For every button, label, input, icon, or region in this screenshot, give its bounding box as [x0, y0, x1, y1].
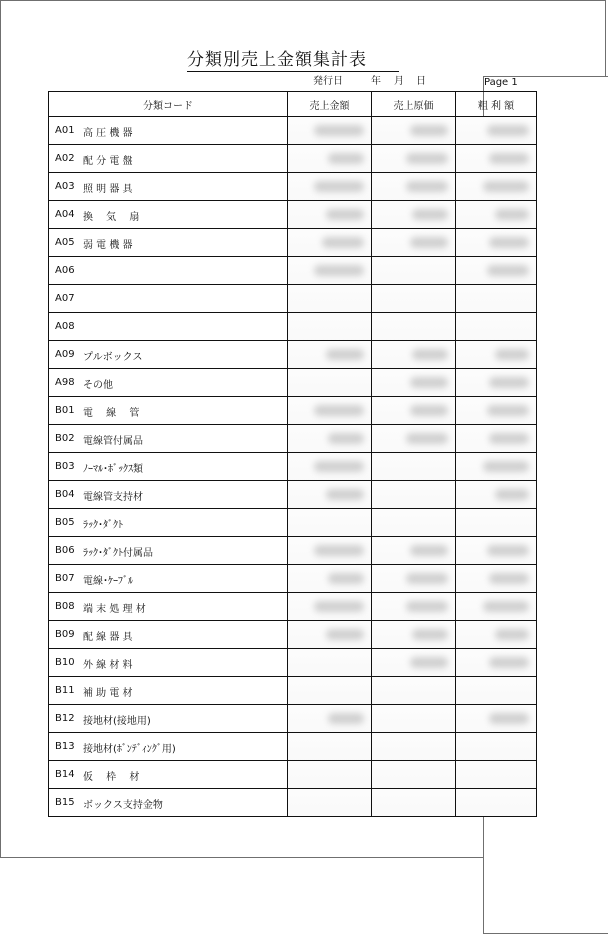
category-name: 配 線 器 具	[83, 632, 133, 643]
redaction-shade	[456, 789, 536, 816]
blurred-value	[314, 601, 364, 612]
category-code: B14	[55, 769, 75, 780]
table-row	[49, 425, 537, 453]
sales-amount-cell	[288, 733, 372, 761]
category-name: ﾗｯｸ･ﾀﾞｸﾄ	[83, 520, 123, 531]
redaction-shade	[372, 761, 455, 788]
blurred-value	[489, 657, 529, 668]
category-code: B01	[55, 405, 75, 416]
sales-amount-cell	[288, 341, 372, 369]
redaction-shade	[456, 313, 536, 340]
sales-amount-cell	[288, 789, 372, 817]
category-code: B05	[55, 517, 75, 528]
sales-amount-cell	[288, 425, 372, 453]
category-cell	[49, 145, 288, 173]
category-cell	[49, 593, 288, 621]
redaction-shade	[456, 733, 536, 760]
blurred-value	[326, 349, 364, 360]
cost-of-sales-cell	[372, 369, 456, 397]
gross-profit-cell	[456, 397, 537, 425]
redaction-shade	[372, 257, 455, 284]
gross-profit-cell	[456, 481, 537, 509]
blurred-value	[495, 209, 529, 220]
category-name: 電線･ｹｰﾌﾞﾙ	[83, 576, 133, 587]
blurred-value	[489, 377, 529, 388]
table-row	[49, 173, 537, 201]
gross-profit-cell	[456, 537, 537, 565]
sales-amount-cell	[288, 145, 372, 173]
month-label: 月	[394, 76, 404, 87]
table-row	[49, 733, 537, 761]
category-name: 電線管支持材	[83, 492, 143, 503]
sales-summary-table	[48, 91, 537, 817]
category-code: A05	[55, 237, 75, 248]
blurred-value	[406, 153, 448, 164]
category-code: A07	[55, 293, 75, 304]
blurred-value	[406, 601, 448, 612]
sales-amount-cell	[288, 621, 372, 649]
redaction-shade	[372, 705, 455, 732]
category-cell	[49, 481, 288, 509]
category-cell	[49, 369, 288, 397]
blurred-value	[483, 181, 529, 192]
sales-amount-cell	[288, 705, 372, 733]
category-name: 仮 枠 材	[83, 772, 140, 783]
blurred-value	[328, 433, 364, 444]
blurred-value	[326, 489, 364, 500]
blurred-value	[412, 209, 448, 220]
category-code: A04	[55, 209, 75, 220]
category-name: 高 圧 機 器	[83, 128, 133, 139]
category-name: 配 分 電 盤	[83, 156, 133, 167]
gross-profit-cell	[456, 649, 537, 677]
category-cell	[49, 565, 288, 593]
blurred-value	[483, 461, 529, 472]
blurred-value	[328, 153, 364, 164]
redaction-shade	[288, 789, 371, 816]
category-code: B15	[55, 797, 75, 808]
table-row	[49, 341, 537, 369]
category-cell	[49, 341, 288, 369]
category-code: B12	[55, 713, 75, 724]
category-cell	[49, 173, 288, 201]
category-cell	[49, 229, 288, 257]
category-code: B04	[55, 489, 75, 500]
cost-of-sales-cell	[372, 313, 456, 341]
category-name: ﾉｰﾏﾙ･ﾎﾞｯｸｽ類	[83, 464, 143, 475]
gross-profit-cell	[456, 677, 537, 705]
cost-of-sales-cell	[372, 397, 456, 425]
cost-of-sales-header: 売上原価	[372, 92, 456, 117]
category-name: 換 気 扇	[83, 212, 140, 223]
gross-profit-cell	[456, 565, 537, 593]
redaction-shade	[288, 369, 371, 396]
blurred-value	[410, 125, 448, 136]
table-body	[49, 117, 537, 817]
gross-profit-cell	[456, 733, 537, 761]
sales-amount-cell	[288, 201, 372, 229]
category-name: その他	[83, 380, 113, 391]
category-cell	[49, 677, 288, 705]
category-name: 補 助 電 材	[83, 688, 133, 699]
blurred-value	[483, 601, 529, 612]
category-code: A01	[55, 125, 75, 136]
table-row	[49, 621, 537, 649]
category-cell	[49, 285, 288, 313]
blurred-value	[410, 377, 448, 388]
category-name: 弱 電 機 器	[83, 240, 133, 251]
blurred-value	[406, 181, 448, 192]
blurred-value	[487, 405, 529, 416]
blurred-value	[314, 125, 364, 136]
blurred-value	[322, 237, 364, 248]
table-row	[49, 201, 537, 229]
blurred-value	[412, 349, 448, 360]
redaction-shade	[456, 677, 536, 704]
cost-of-sales-cell	[372, 509, 456, 537]
blurred-value	[314, 461, 364, 472]
category-cell	[49, 649, 288, 677]
table-row	[49, 565, 537, 593]
category-code: A03	[55, 181, 75, 192]
sales-amount-cell	[288, 761, 372, 789]
table-row	[49, 761, 537, 789]
category-cell	[49, 509, 288, 537]
sales-amount-cell	[288, 453, 372, 481]
category-code: A09	[55, 349, 75, 360]
table-row	[49, 705, 537, 733]
report-title: 分類別売上金額集計表	[187, 49, 399, 72]
cost-of-sales-cell	[372, 733, 456, 761]
sales-amount-cell	[288, 481, 372, 509]
sales-amount-cell	[288, 649, 372, 677]
category-code: B11	[55, 685, 75, 696]
category-cell	[49, 705, 288, 733]
category-name: 照 明 器 具	[83, 184, 133, 195]
sales-amount-cell	[288, 537, 372, 565]
gross-profit-cell	[456, 621, 537, 649]
gross-profit-header: 粗 利 額	[456, 92, 537, 117]
redaction-shade	[372, 789, 455, 816]
category-name: 電線管付属品	[83, 436, 143, 447]
category-name: ﾗｯｸ･ﾀﾞｸﾄ付属品	[83, 548, 153, 559]
day-label: 日	[416, 76, 426, 87]
cost-of-sales-cell	[372, 173, 456, 201]
redaction-shade	[288, 509, 371, 536]
issue-date-label: 発行日	[313, 76, 343, 87]
table-row	[49, 537, 537, 565]
category-cell	[49, 313, 288, 341]
table-row	[49, 313, 537, 341]
blurred-value	[495, 629, 529, 640]
category-code: B02	[55, 433, 75, 444]
gross-profit-cell	[456, 341, 537, 369]
cost-of-sales-cell	[372, 285, 456, 313]
category-cell	[49, 425, 288, 453]
redaction-shade	[372, 481, 455, 508]
category-cell	[49, 453, 288, 481]
redaction-shade	[372, 285, 455, 312]
category-cell	[49, 761, 288, 789]
gross-profit-cell	[456, 201, 537, 229]
table-row	[49, 117, 537, 145]
category-name: 接地材(接地用)	[83, 716, 151, 727]
table-header-row	[49, 92, 537, 117]
gross-profit-cell	[456, 761, 537, 789]
cost-of-sales-cell	[372, 481, 456, 509]
cost-of-sales-cell	[372, 117, 456, 145]
cost-of-sales-cell	[372, 565, 456, 593]
sales-amount-cell	[288, 397, 372, 425]
blurred-value	[326, 209, 364, 220]
cost-of-sales-cell	[372, 593, 456, 621]
category-cell	[49, 397, 288, 425]
gross-profit-cell	[456, 453, 537, 481]
blurred-value	[487, 545, 529, 556]
redaction-shade	[288, 677, 371, 704]
gross-profit-cell	[456, 509, 537, 537]
blurred-value	[410, 405, 448, 416]
cost-of-sales-cell	[372, 677, 456, 705]
gross-profit-cell	[456, 789, 537, 817]
sales-amount-cell	[288, 509, 372, 537]
blurred-value	[410, 545, 448, 556]
category-cell	[49, 537, 288, 565]
table-row	[49, 481, 537, 509]
category-cell	[49, 117, 288, 145]
redaction-shade	[372, 677, 455, 704]
category-code-header: 分類コード	[49, 92, 288, 117]
table-row	[49, 285, 537, 313]
gross-profit-cell	[456, 285, 537, 313]
table-row	[49, 509, 537, 537]
category-cell	[49, 789, 288, 817]
table-row	[49, 593, 537, 621]
blurred-value	[487, 125, 529, 136]
blurred-value	[489, 573, 529, 584]
table-row	[49, 145, 537, 173]
sales-amount-cell	[288, 677, 372, 705]
blurred-value	[412, 629, 448, 640]
category-cell	[49, 201, 288, 229]
gross-profit-cell	[456, 313, 537, 341]
table-row	[49, 369, 537, 397]
sales-amount-cell	[288, 369, 372, 397]
category-code: B06	[55, 545, 75, 556]
blurred-value	[495, 349, 529, 360]
redaction-shade	[372, 313, 455, 340]
category-code: A98	[55, 377, 75, 388]
redaction-shade	[288, 313, 371, 340]
blurred-value	[328, 713, 364, 724]
blurred-value	[314, 265, 364, 276]
sales-amount-cell	[288, 313, 372, 341]
category-code: B09	[55, 629, 75, 640]
redaction-shade	[456, 761, 536, 788]
cost-of-sales-cell	[372, 229, 456, 257]
blurred-value	[489, 713, 529, 724]
cost-of-sales-cell	[372, 761, 456, 789]
cost-of-sales-cell	[372, 341, 456, 369]
cost-of-sales-cell	[372, 649, 456, 677]
redaction-shade	[288, 733, 371, 760]
blurred-value	[406, 433, 448, 444]
cost-of-sales-cell	[372, 257, 456, 285]
redaction-shade	[372, 453, 455, 480]
sales-amount-cell	[288, 117, 372, 145]
gross-profit-cell	[456, 705, 537, 733]
redaction-shade	[288, 285, 371, 312]
blurred-value	[489, 433, 529, 444]
gross-profit-cell	[456, 425, 537, 453]
blurred-value	[314, 181, 364, 192]
cost-of-sales-cell	[372, 789, 456, 817]
year-label: 年	[371, 76, 381, 87]
gross-profit-cell	[456, 257, 537, 285]
blurred-value	[487, 265, 529, 276]
cost-of-sales-cell	[372, 537, 456, 565]
redaction-shade	[372, 733, 455, 760]
sales-amount-cell	[288, 285, 372, 313]
blurred-value	[314, 545, 364, 556]
table-row	[49, 257, 537, 285]
blurred-value	[410, 657, 448, 668]
category-code: A08	[55, 321, 75, 332]
table-row	[49, 453, 537, 481]
category-code: A06	[55, 265, 75, 276]
category-cell	[49, 257, 288, 285]
category-name: 接地材(ﾎﾞﾝﾃﾞｨﾝｸﾞ用)	[83, 744, 176, 755]
table-row	[49, 789, 537, 817]
category-code: A02	[55, 153, 75, 164]
sales-amount-cell	[288, 229, 372, 257]
table-row	[49, 229, 537, 257]
category-cell	[49, 733, 288, 761]
gross-profit-cell	[456, 229, 537, 257]
cost-of-sales-cell	[372, 425, 456, 453]
blurred-value	[406, 573, 448, 584]
category-code: B13	[55, 741, 75, 752]
category-cell	[49, 621, 288, 649]
cost-of-sales-cell	[372, 201, 456, 229]
table-row	[49, 649, 537, 677]
redaction-shade	[288, 761, 371, 788]
blurred-value	[495, 489, 529, 500]
category-name: 電 線 管	[83, 408, 140, 419]
sales-amount-header: 売上金額	[288, 92, 372, 117]
cost-of-sales-cell	[372, 705, 456, 733]
category-name: 端 末 処 理 材	[83, 604, 146, 615]
sales-amount-cell	[288, 565, 372, 593]
page-number: Page 1	[483, 76, 608, 934]
category-name: ボックス支持金物	[83, 800, 163, 811]
redaction-shade	[372, 509, 455, 536]
cost-of-sales-cell	[372, 621, 456, 649]
category-code: B08	[55, 601, 75, 612]
sales-amount-cell	[288, 173, 372, 201]
blurred-value	[328, 573, 364, 584]
gross-profit-cell	[456, 593, 537, 621]
redaction-shade	[456, 509, 536, 536]
sales-amount-cell	[288, 593, 372, 621]
cost-of-sales-cell	[372, 453, 456, 481]
category-code: B03	[55, 461, 75, 472]
category-name: 外 線 材 料	[83, 660, 133, 671]
category-code: B10	[55, 657, 75, 668]
blurred-value	[489, 153, 529, 164]
redaction-shade	[288, 649, 371, 676]
redaction-shade	[456, 285, 536, 312]
gross-profit-cell	[456, 117, 537, 145]
gross-profit-cell	[456, 173, 537, 201]
category-code: B07	[55, 573, 75, 584]
table-row	[49, 677, 537, 705]
gross-profit-cell	[456, 369, 537, 397]
sales-amount-cell	[288, 257, 372, 285]
blurred-value	[326, 629, 364, 640]
gross-profit-cell	[456, 145, 537, 173]
category-name: プルボックス	[83, 352, 143, 363]
blurred-value	[410, 237, 448, 248]
cost-of-sales-cell	[372, 145, 456, 173]
blurred-value	[489, 237, 529, 248]
blurred-value	[314, 405, 364, 416]
table-row	[49, 397, 537, 425]
